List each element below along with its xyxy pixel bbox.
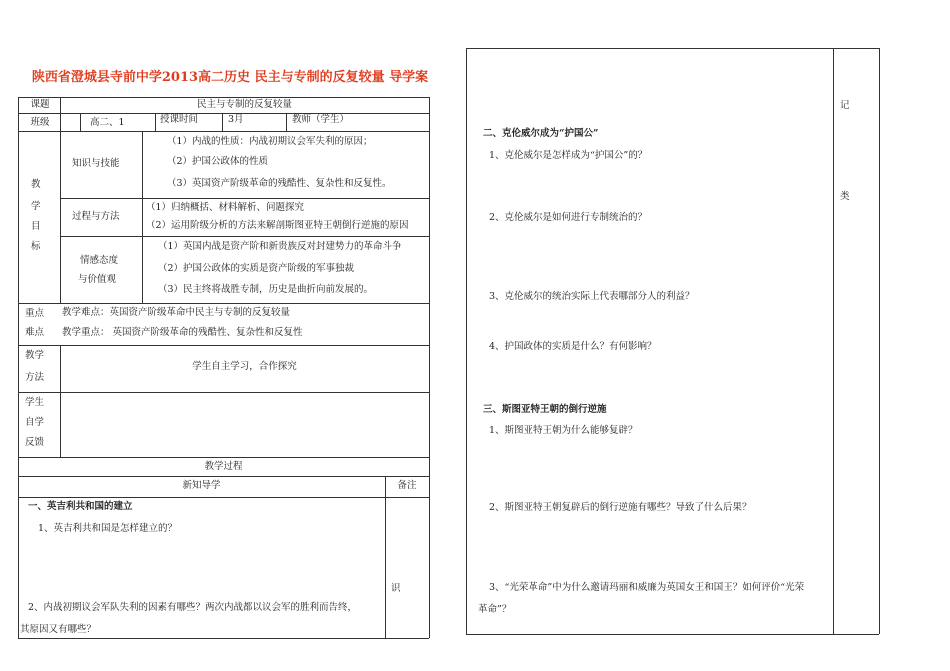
- class-label: 班级: [30, 117, 50, 128]
- process-item: （2）运用阶级分析的方法来解剖斯图亚特王朝倒行逆施的原因: [146, 220, 409, 231]
- section2-question: 2、克伦威尔是如何进行专制统治的？: [489, 212, 648, 223]
- section2-question: 3、克伦威尔的统治实际上代表哪部分人的利益？: [489, 291, 695, 302]
- note-char: 记: [840, 100, 850, 111]
- time-label: 授课时间: [160, 114, 199, 125]
- section3-question: 1、斯图亚特王朝为什么能够复辟？: [489, 425, 638, 436]
- teacher-label: 教师（学生）: [292, 114, 350, 125]
- row-divider: [60, 236, 429, 237]
- guide-header: 新知导学: [182, 480, 221, 491]
- topic-value: 民主与专制的反复较量: [196, 99, 292, 110]
- col-divider: [286, 113, 287, 131]
- row-divider: [18, 392, 429, 393]
- class-value: 高二、1: [90, 117, 125, 128]
- col-divider: [60, 392, 61, 457]
- row-divider: [18, 497, 429, 498]
- knowledge-label: 知识与技能: [72, 158, 120, 169]
- goals-side-char: 目: [31, 221, 41, 232]
- process-label: 过程与方法: [72, 211, 120, 222]
- feedback-label: 反馈: [25, 437, 45, 448]
- method-value: 学生自主学习，合作探究: [192, 361, 297, 372]
- section3-heading: 三、斯图亚特王朝的倒行逆施: [483, 404, 607, 415]
- col-divider: [60, 97, 61, 303]
- knowledge-item: （3）英国资产阶级革命的残酷性、复杂性和反复性。: [167, 178, 392, 189]
- goals-side-char: 标: [31, 241, 41, 252]
- feedback-label: 学生: [25, 397, 45, 408]
- row-divider: [18, 131, 429, 132]
- method-label: 教学: [25, 350, 45, 361]
- emotion-label: 情感态度: [80, 255, 119, 266]
- row-divider: [18, 303, 429, 304]
- emotion-item: （2）护国公政体的实质是资产阶级的军事独裁: [158, 263, 355, 274]
- table-border-top: [18, 97, 429, 98]
- section1-heading: 一、英吉利共和国的建立: [28, 501, 133, 512]
- page-title: 陕西省澄城县寺前中学2013高二历史 民主与专制的反复较量 导学案: [31, 70, 429, 85]
- goals-side-char: 学: [31, 201, 41, 212]
- table-border-top: [466, 48, 879, 49]
- goals-side-char: 教: [31, 179, 41, 190]
- topic-label: 课题: [30, 99, 50, 110]
- knowledge-item: （2）护国公政体的性质: [167, 156, 269, 167]
- row-divider: [18, 457, 429, 458]
- section2-heading: 二、克伦威尔成为“护国公”: [483, 128, 599, 139]
- table-border-bottom: [466, 634, 879, 635]
- keypoints-label: 重点: [25, 308, 45, 319]
- section3-question: 革命”？: [478, 604, 512, 615]
- col-divider: [142, 131, 143, 303]
- col-divider: [80, 113, 81, 131]
- process-item: （1）归纳概括、材料解析、问题探究: [146, 202, 305, 213]
- emotion-label: 与价值观: [78, 274, 117, 285]
- table-border-bottom: [18, 638, 429, 639]
- method-label: 方法: [25, 372, 45, 383]
- table-border-left: [18, 97, 19, 638]
- section2-question: 1、克伦威尔是怎样成为“护国公”的？: [489, 150, 648, 161]
- emotion-item: （3）民主终将战胜专制，历史是曲折向前发展的。: [158, 284, 374, 295]
- focus-text: 教学重点： 英国资产阶级革命的残酷性、复杂性和反复性: [62, 327, 303, 338]
- time-value: 3月: [228, 114, 244, 125]
- section3-question: 2、斯图亚特王朝复辟后的倒行逆施有哪些？导致了什么后果？: [489, 502, 752, 513]
- note-char: 识: [391, 583, 401, 594]
- emotion-item: （1）英国内战是资产阶和新贵族反对封建势力的革命斗争: [158, 241, 402, 252]
- section1-question: 其原因又有哪些？: [20, 624, 97, 635]
- table-border-right: [879, 48, 880, 634]
- table-border-right: [429, 97, 430, 638]
- note-header: 备注: [397, 480, 417, 491]
- col-divider: [833, 48, 834, 634]
- knowledge-item: （1）内战的性质：内战初期议会军失利的原因；: [167, 136, 373, 147]
- col-divider: [222, 113, 223, 131]
- difficulty-text: 教学难点：英国资产阶级革命中民主与专制的反复较量: [62, 307, 291, 318]
- col-divider: [155, 113, 156, 131]
- section3-question: 3、“光荣革命”中为什么邀请玛丽和威廉为英国女王和国王？如何评价“光荣: [489, 582, 805, 593]
- row-divider: [18, 476, 429, 477]
- note-char: 类: [840, 191, 850, 202]
- process-header: 教学过程: [204, 461, 243, 472]
- section1-question: 2、内战初期议会军队失利的因素有哪些？两次内战都以议会军的胜利而告终，: [28, 602, 358, 613]
- row-divider: [60, 198, 429, 199]
- section2-question: 4、护国政体的实质是什么？有何影响？: [489, 341, 657, 352]
- keypoints-label: 难点: [25, 327, 45, 338]
- col-divider: [385, 476, 386, 638]
- feedback-label: 自学: [25, 417, 45, 428]
- section1-question: 1、英吉利共和国是怎样建立的？: [38, 523, 178, 534]
- row-divider: [18, 345, 429, 346]
- table-border-left: [466, 48, 467, 634]
